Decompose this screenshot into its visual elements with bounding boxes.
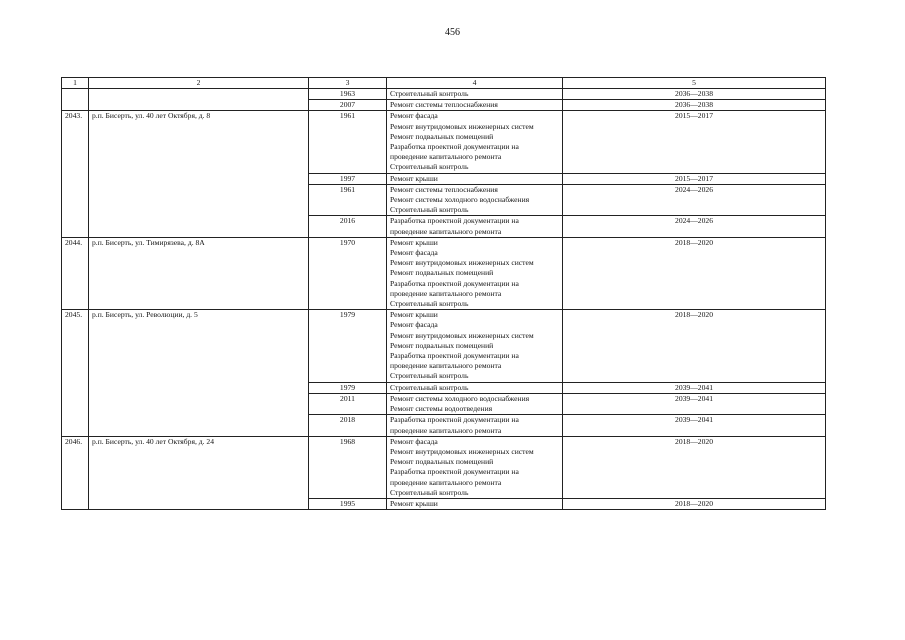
work-item: проведение капитального ремонта [390,152,502,162]
work-item: Ремонт фасада [390,320,438,330]
works-cell [387,498,563,509]
works-cell [387,237,563,309]
work-item: проведение капитального ремонта [390,288,502,298]
year-cell: 2007 [309,100,387,111]
work-item: Ремонт системы теплоснабжения [390,100,498,110]
capital-repair-table [61,77,826,510]
works-cell [387,184,563,216]
work-item: Строительный контроль [390,371,469,381]
year-cell: 2011 [309,393,387,414]
work-item: Строительный контроль [390,162,469,172]
period-cell: 2018—2020 [563,237,826,309]
work-item: Разработка проектной документации на [390,351,519,361]
period-cell: 2018—2020 [563,310,826,382]
work-item: Строительный контроль [390,382,469,392]
address-cell: р.п. Бисерть, ул. 40 лет Октября, д. 8 [89,111,309,237]
work-item: проведение капитального ремонта [390,477,502,487]
period-cell: 2024—2026 [563,184,826,216]
work-item: Ремонт крыши [390,237,438,247]
period-cell: 2018—2020 [563,498,826,509]
address-cell [89,89,309,111]
work-item: Ремонт крыши [390,173,438,183]
work-item: Ремонт внутридомовых инженерных систем [390,446,534,456]
work-item: Строительный контроль [390,487,469,497]
table-row [62,310,826,382]
work-item: Ремонт крыши [390,498,438,508]
year-cell: 1961 [309,111,387,173]
period-cell: 2015—2017 [563,173,826,184]
work-item: Ремонт крыши [390,310,438,320]
work-item: Ремонт подвальных помещений [390,340,494,350]
address-cell: р.п. Бисерть, ул. Революции, д. 5 [89,310,309,436]
year-cell: 1970 [309,237,387,309]
item-number-cell: 2044. [62,237,89,309]
works-cell [387,216,563,237]
works-cell [387,173,563,184]
work-item: Ремонт системы холодного водоснабжения [390,195,530,205]
item-number-cell [62,89,89,111]
year-cell: 1997 [309,173,387,184]
work-item: Ремонт фасада [390,248,438,258]
period-cell: 2015—2017 [563,111,826,173]
item-number-cell: 2043. [62,111,89,237]
works-cell [387,310,563,382]
work-item: Разработка проектной документации на [390,467,519,477]
year-cell: 2018 [309,415,387,436]
header-col-1: 1 [62,78,89,89]
period-cell: 2039—2041 [563,393,826,414]
work-item: Ремонт системы холодного водоснабжения [390,393,530,403]
header-row [62,78,826,89]
table-row [62,89,826,100]
period-cell: 2039—2041 [563,415,826,436]
period-cell: 2039—2041 [563,382,826,393]
work-item: Разработка проектной документации на [390,216,519,226]
period-cell: 2036—2038 [563,89,826,100]
table-row [62,237,826,309]
year-cell: 1963 [309,89,387,100]
year-cell: 2016 [309,216,387,237]
work-item: Разработка проектной документации на [390,278,519,288]
year-cell: 1979 [309,310,387,382]
header-col-3: 3 [309,78,387,89]
page-number: 456 [445,27,460,38]
year-cell: 1995 [309,498,387,509]
address-cell: р.п. Бисерть, ул. 40 лет Октября, д. 24 [89,436,309,509]
address-cell: р.п. Бисерть, ул. Тимирязева, д. 8А [89,237,309,309]
table-body [62,89,826,510]
works-cell [387,382,563,393]
works-cell [387,111,563,173]
work-item: Ремонт подвальных помещений [390,131,494,141]
work-item: Ремонт фасада [390,436,438,446]
header-col-4: 4 [387,78,563,89]
work-item: Ремонт внутридомовых инженерных систем [390,330,534,340]
works-cell [387,89,563,100]
work-item: Ремонт системы теплоснабжения [390,184,498,194]
works-cell [387,393,563,414]
work-item: Разработка проектной документации на [390,415,519,425]
work-item: Ремонт внутридомовых инженерных систем [390,121,534,131]
work-item: Ремонт внутридомовых инженерных систем [390,258,534,268]
item-number-cell: 2046. [62,436,89,509]
works-cell [387,415,563,436]
year-cell: 1979 [309,382,387,393]
period-cell: 2018—2020 [563,436,826,498]
work-item: проведение капитального ремонта [390,425,502,435]
table-row [62,436,826,498]
header-col-2: 2 [89,78,309,89]
period-cell: 2024—2026 [563,216,826,237]
work-item: Строительный контроль [390,205,469,215]
year-cell: 1968 [309,436,387,498]
work-item: Ремонт подвальных помещений [390,268,494,278]
work-item: Строительный контроль [390,299,469,309]
item-number-cell: 2045. [62,310,89,436]
work-item: Ремонт системы водоотведения [390,404,493,414]
work-item: Разработка проектной документации на [390,142,519,152]
header-col-5: 5 [563,78,826,89]
work-item: Ремонт фасада [390,111,438,121]
work-item: Ремонт подвальных помещений [390,457,494,467]
work-item: проведение капитального ремонта [390,361,502,371]
work-item: проведение капитального ремонта [390,226,502,236]
work-item: Строительный контроль [390,89,469,98]
works-cell [387,436,563,498]
works-cell [387,100,563,111]
table-row [62,111,826,173]
period-cell: 2036—2038 [563,100,826,111]
year-cell: 1961 [309,184,387,216]
